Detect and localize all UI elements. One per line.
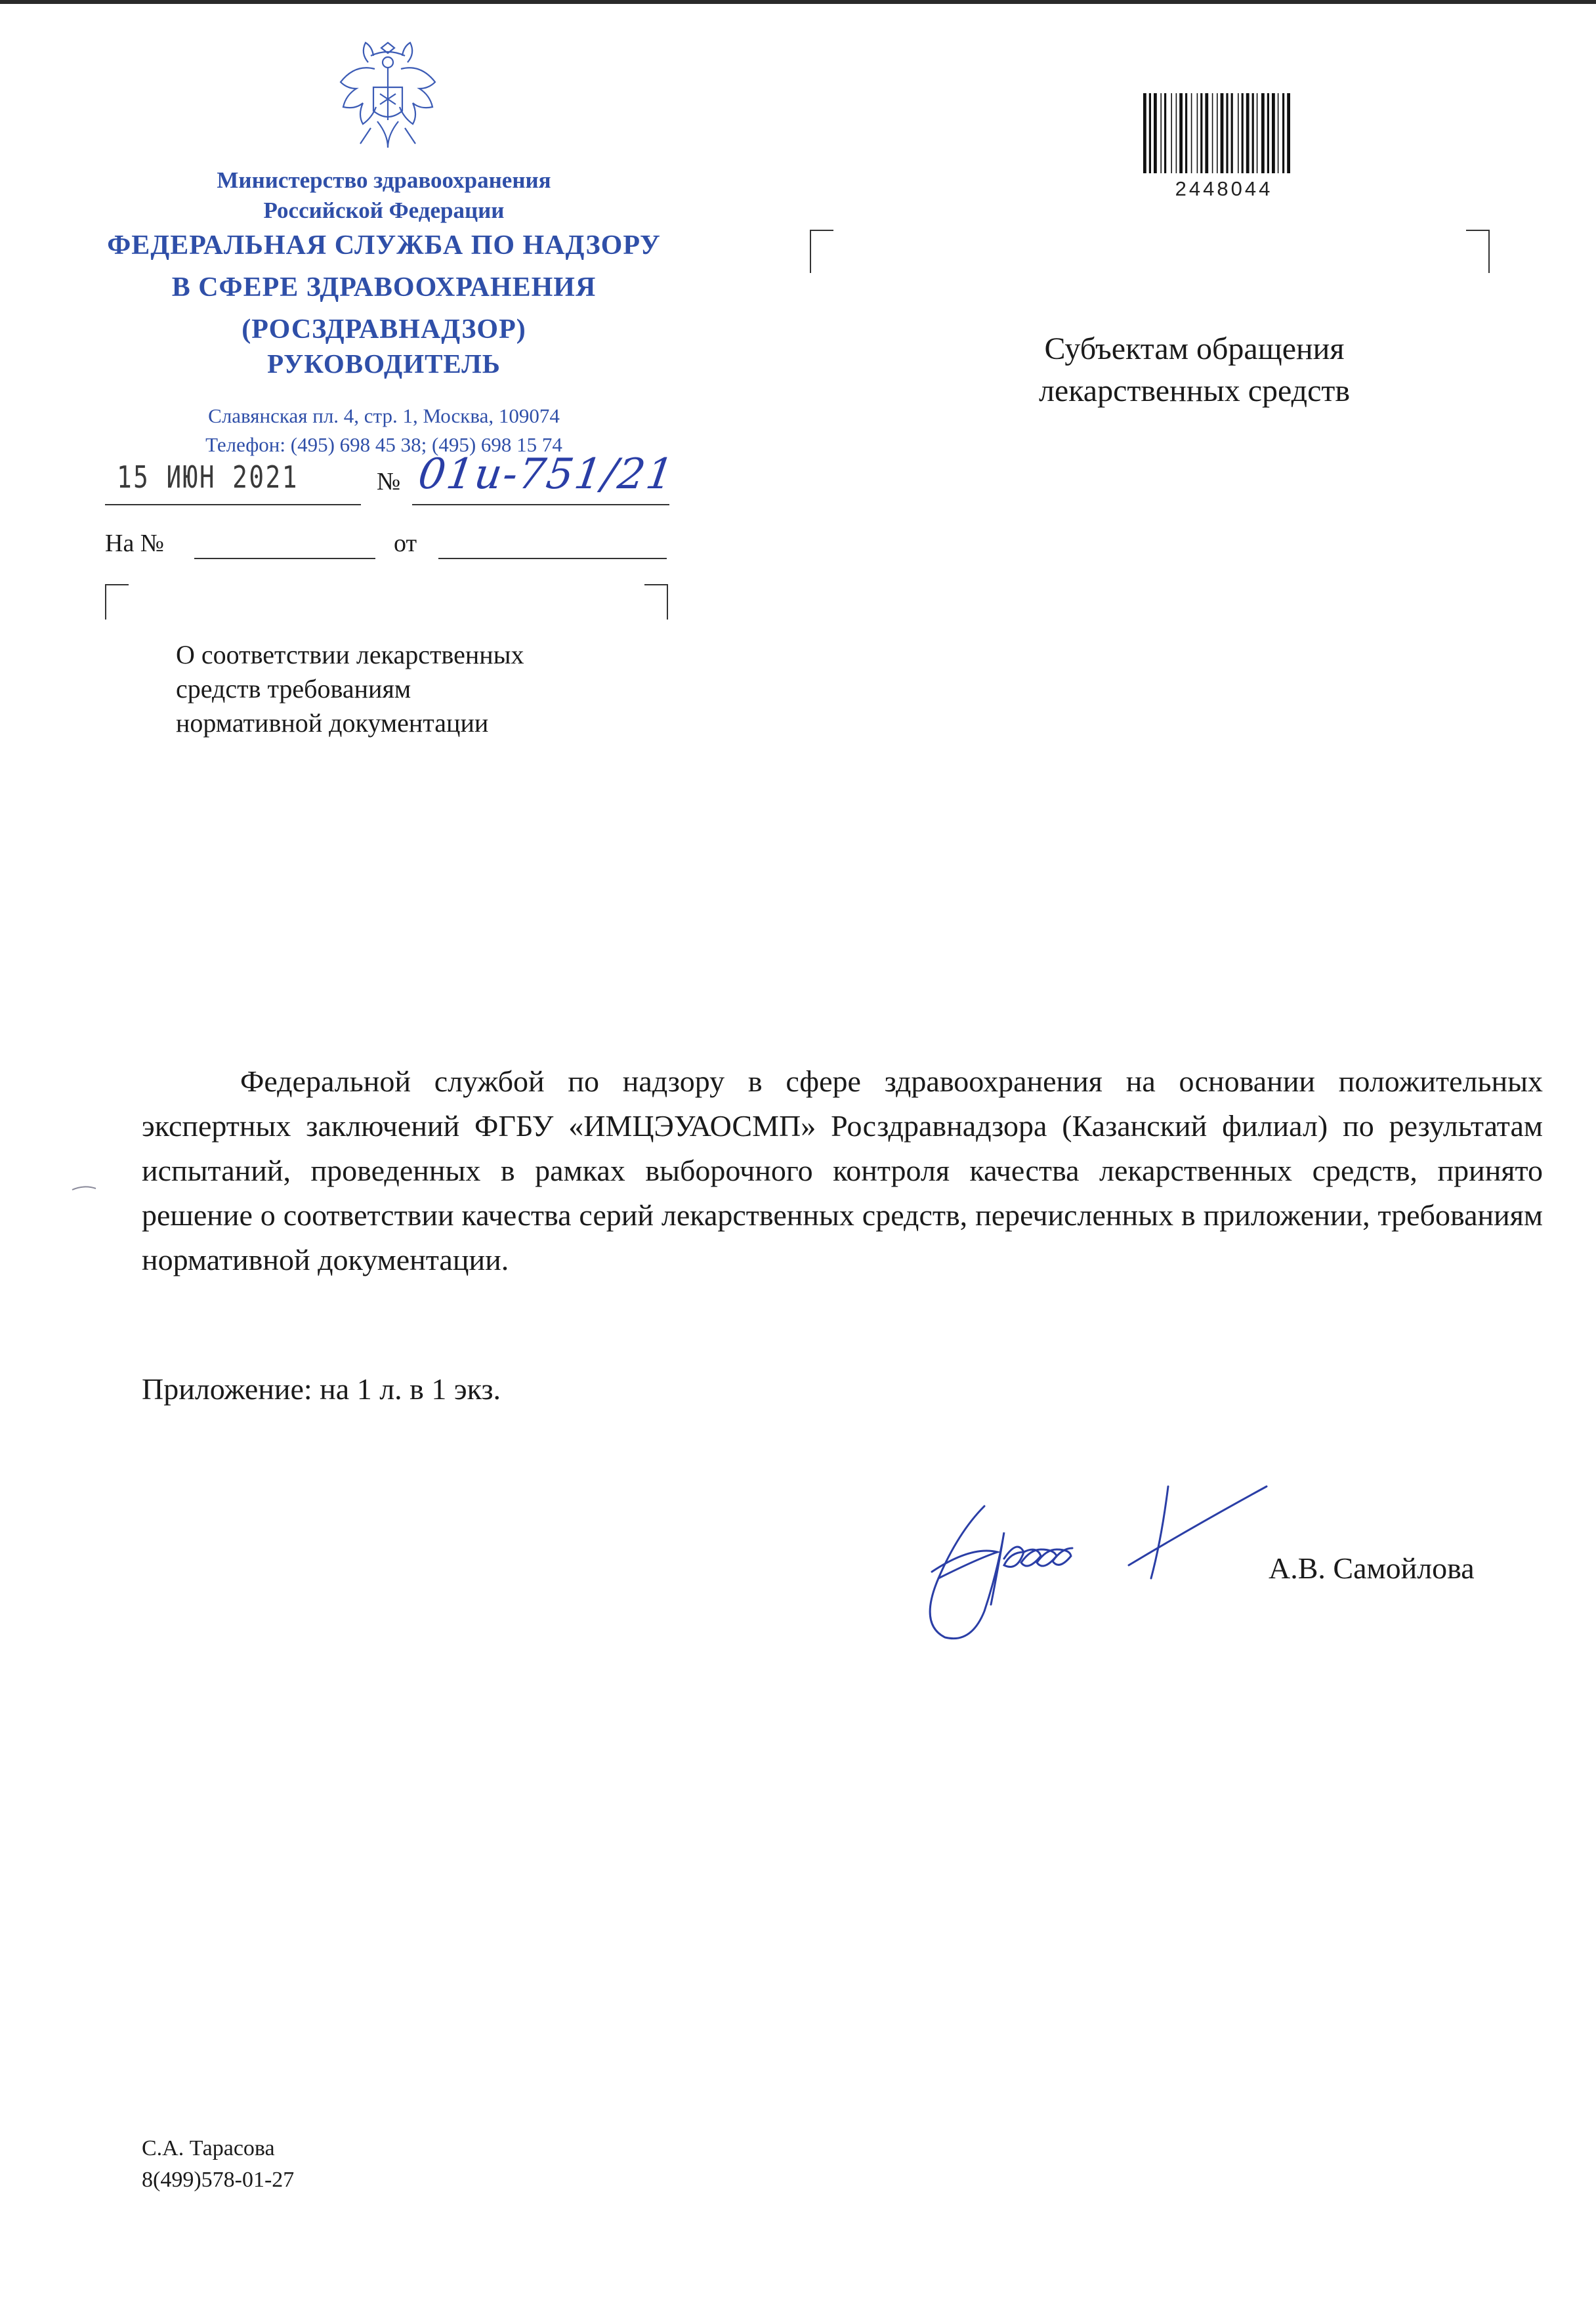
letter-body: Федеральной службой по надзору в сфере здравоохранения на основании положительных экспертных заключений ФГБУ «ИМЦЭУАОСМП» Росздравнадзора (Казанский филиал) по результатам испытаний, проведенных в рамках выборочного контроля качества лекарственных средств, принято решение о соответствии качества серий лекарственных средств, перечисленных в приложении, требованиям нормативной документации.: [142, 1064, 1543, 1276]
reply-number-line: [194, 558, 375, 559]
barcode-bar: [1191, 93, 1192, 173]
barcode-bar: [1226, 93, 1228, 173]
service-line-1: ФЕДЕРАЛЬНАЯ СЛУЖБА ПО НАДЗОРУ: [107, 230, 661, 261]
recipient: [998, 328, 1391, 412]
ministry-line-1: Министерство здравоохранения: [217, 167, 551, 193]
subject-line-3: нормативной документации: [176, 708, 489, 738]
service-line-3: (РОСЗДРАВНАДЗОР): [242, 314, 526, 345]
subject-line-1: О соответствии лекарственных: [176, 640, 524, 669]
barcode-number: 2448044: [1175, 177, 1273, 200]
barcode-bar: [1154, 93, 1157, 173]
barcode-bar: [1179, 93, 1183, 173]
barcode-bar: [1164, 93, 1166, 173]
handwritten-signature: [912, 1460, 1280, 1651]
barcode-bar: [1267, 93, 1269, 173]
subject-bracket-left: [105, 584, 129, 620]
ministry-line-2: Российской Федерации: [263, 198, 505, 223]
registration-number: 01и-751/21: [415, 450, 678, 499]
barcode-bar: [1272, 93, 1275, 173]
scan-top-edge: [0, 0, 1596, 4]
barcode-bar: [1261, 93, 1265, 173]
service-line-2: В СФЕРЕ ЗДРАВООХРАНЕНИЯ: [171, 272, 597, 303]
barcode-bar: [1143, 93, 1146, 173]
barcode-bar: [1257, 93, 1258, 173]
recipient-line-1: Субъектам обращения: [1044, 331, 1345, 366]
recipient-line-2: лекарственных средств: [1038, 373, 1351, 408]
barcode-bar: [1197, 93, 1198, 173]
service-name: [92, 224, 676, 350]
subject-line-2: средств требованиям: [176, 674, 411, 704]
barcode-bar: [1238, 93, 1239, 173]
reply-date-line: [438, 558, 667, 559]
from-label: от: [394, 530, 417, 557]
date-underline: [105, 504, 361, 505]
margin-mark: [71, 1184, 97, 1192]
barcode-bar: [1246, 93, 1250, 173]
barcode-bar: [1205, 93, 1208, 173]
executor-name: С.А. Тарасова: [142, 2136, 275, 2160]
barcode-bar: [1212, 93, 1213, 173]
barcode-bar: [1171, 93, 1172, 173]
barcode-bar: [1149, 93, 1151, 173]
ministry-name: [105, 165, 663, 226]
barcode-bar: [1282, 93, 1284, 173]
barcode-bar: [1242, 93, 1244, 173]
subject-bracket-right: [644, 584, 668, 620]
recipient-bracket-right: [1466, 230, 1490, 273]
reply-to-label: На №: [105, 530, 165, 557]
phone-line: Телефон: (495) 698 45 38; (495) 698 15 74: [205, 433, 562, 456]
barcode-bar: [1287, 93, 1290, 173]
barcode-bar: [1252, 93, 1254, 173]
barcode-bar: [1176, 93, 1177, 173]
signer-name: А.В. Самойлова: [1269, 1551, 1475, 1585]
barcode-bar: [1278, 93, 1279, 173]
barcode-bar: [1160, 93, 1162, 173]
letter-subject: [176, 638, 675, 740]
barcode-bar: [1221, 93, 1224, 173]
attachment-note: Приложение: на 1 л. в 1 экз.: [142, 1372, 501, 1406]
state-emblem-icon: [331, 30, 444, 154]
recipient-bracket-left: [810, 230, 833, 273]
number-sign: №: [377, 468, 401, 495]
number-underline: [412, 504, 669, 505]
barcode-bar: [1231, 93, 1233, 173]
barcode-bar: [1200, 93, 1202, 173]
executor-phone: 8(499)578-01-27: [142, 2168, 295, 2192]
address-line: Славянская пл. 4, стр. 1, Москва, 109074: [208, 404, 560, 427]
registration-date-stamp: 15 ИЮН 2021: [117, 459, 299, 495]
barcode-bar: [1185, 93, 1187, 173]
barcode-bar: [1217, 93, 1218, 173]
barcode: [1142, 93, 1306, 173]
head-title: РУКОВОДИТЕЛЬ: [267, 348, 501, 379]
